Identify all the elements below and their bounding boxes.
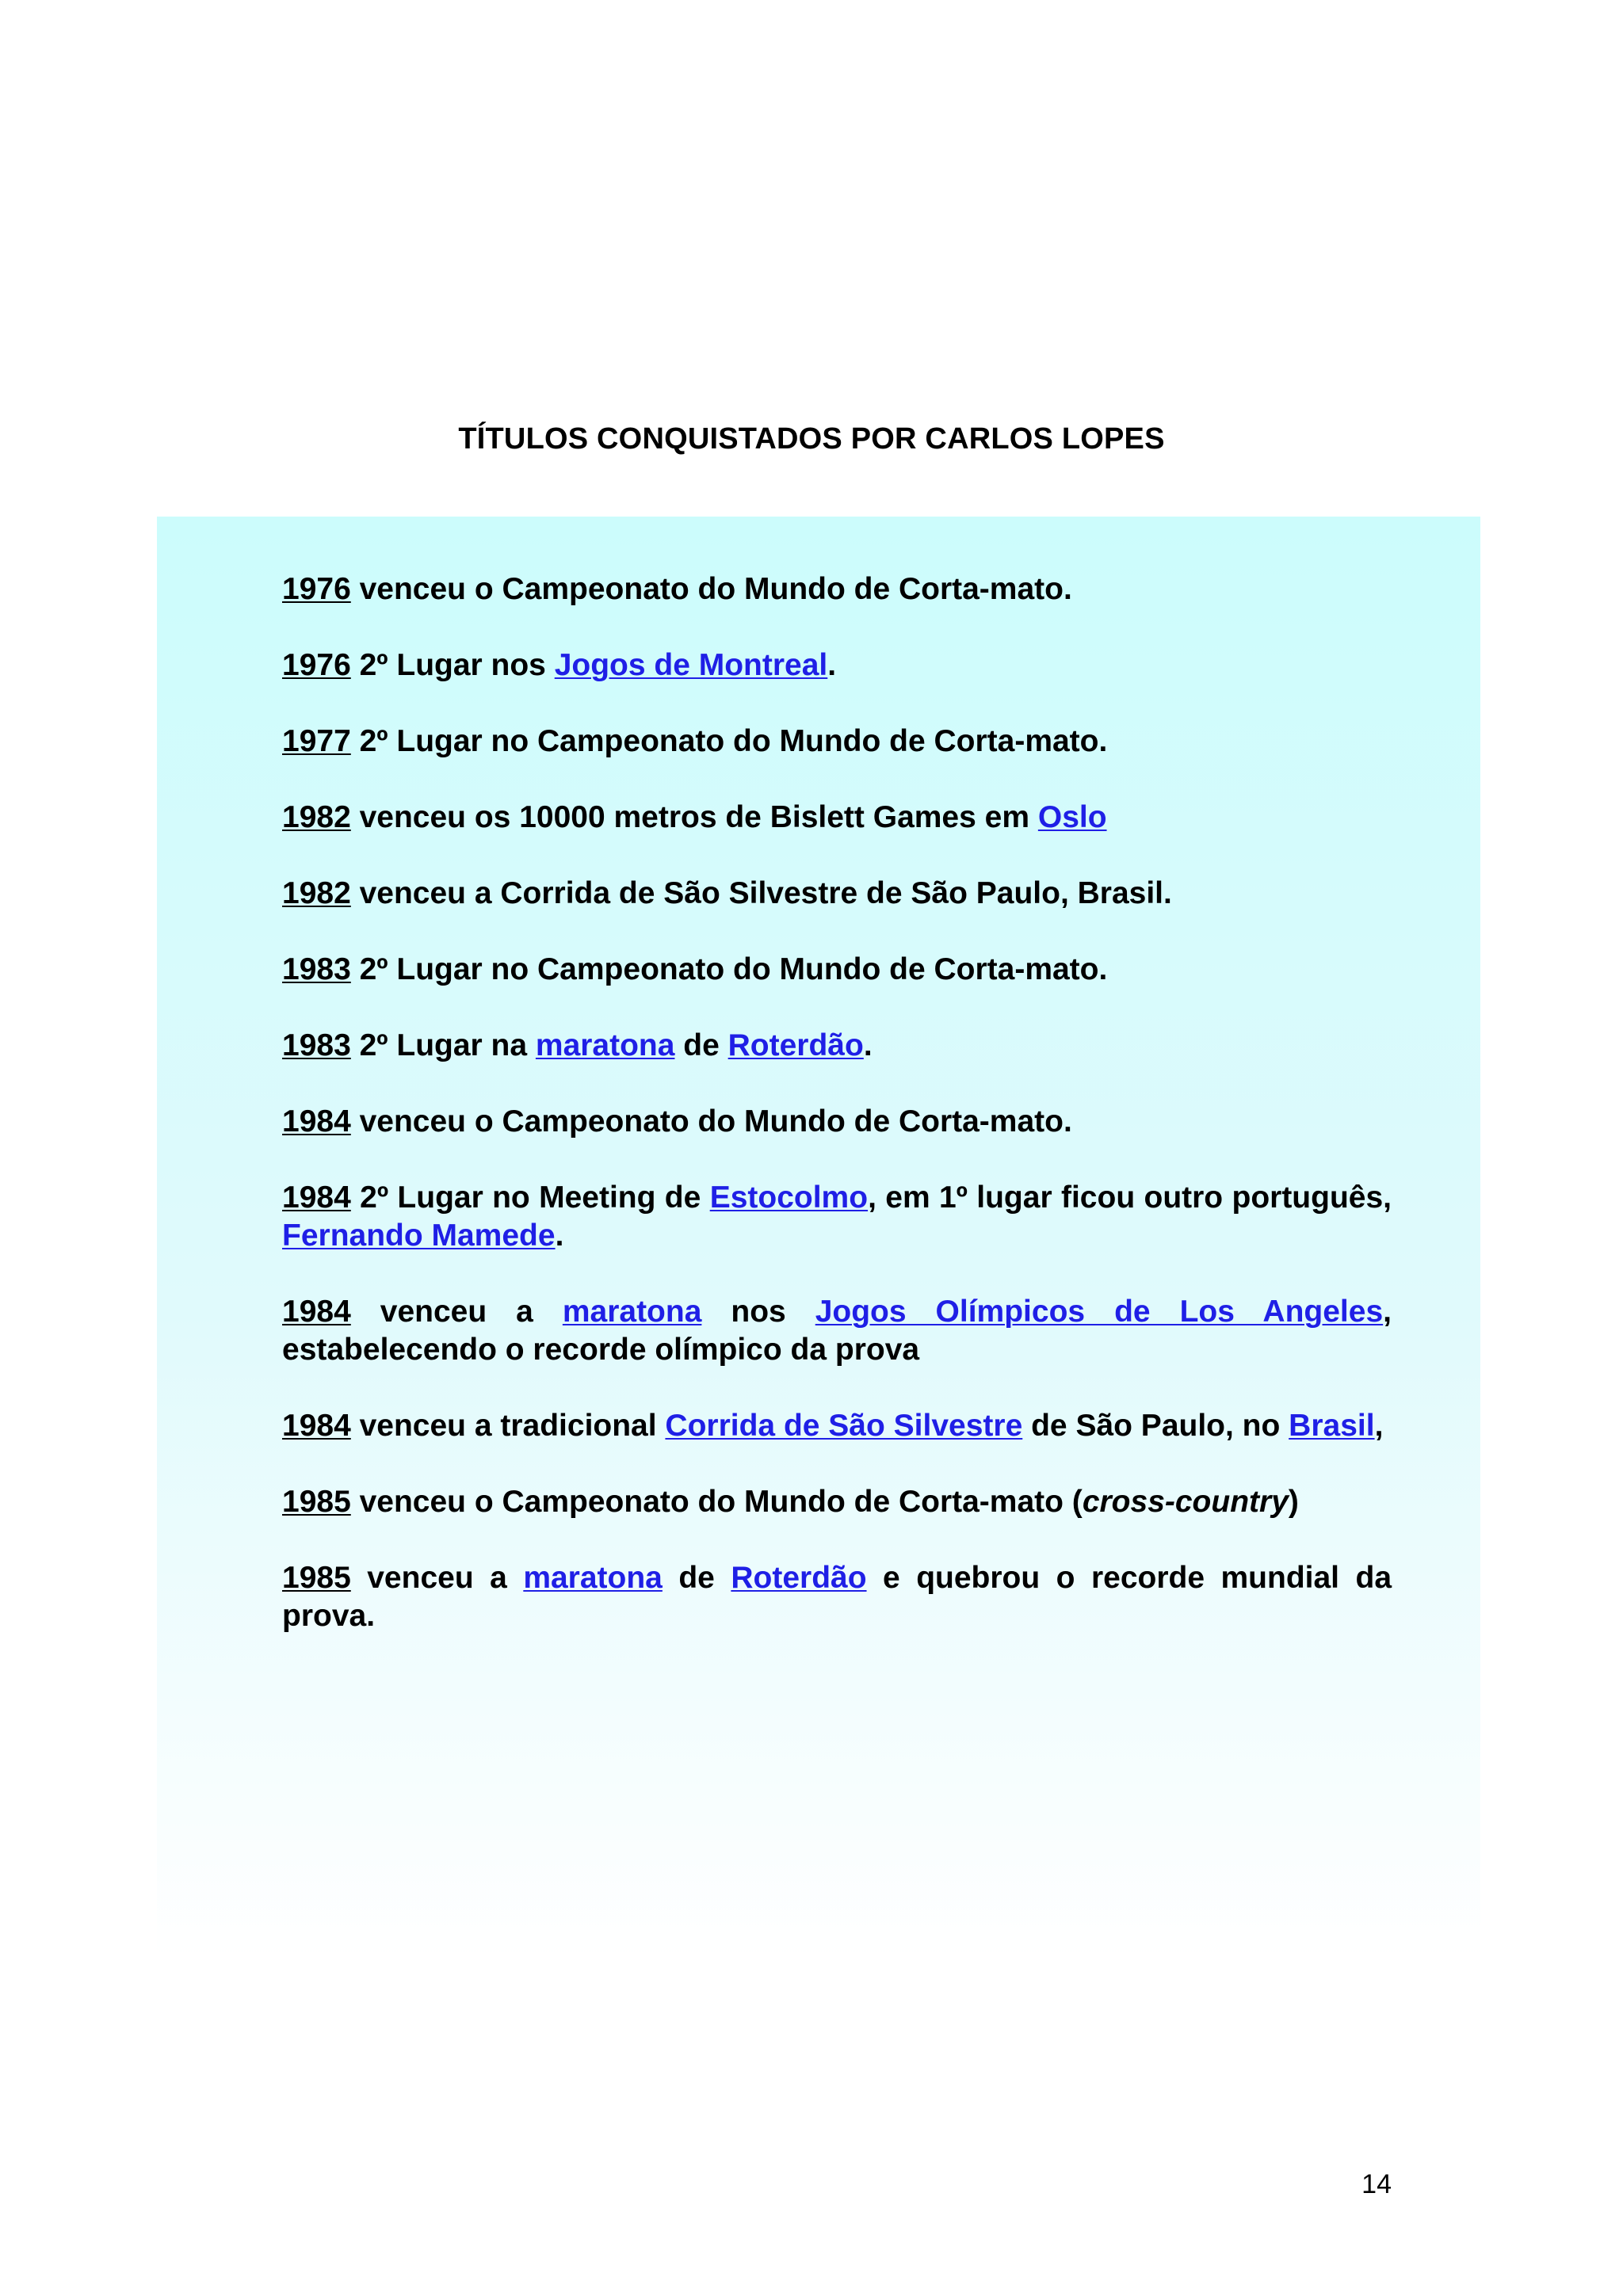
link-roterdao[interactable]: Roterdão xyxy=(727,1028,864,1062)
year-label: 1984 xyxy=(282,1295,351,1329)
link-estocolmo[interactable]: Estocolmo xyxy=(709,1180,869,1215)
entry-text: venceu a Corrida de São Silvestre de São Paulo, Brasil. xyxy=(350,876,1172,910)
entry-text: venceu a xyxy=(350,1295,563,1329)
entry-text: 2º Lugar no Meeting de xyxy=(350,1180,710,1215)
list-item xyxy=(282,723,1392,761)
entry-text: de xyxy=(674,1028,728,1062)
entry-text: , estabelecendo o recorde olímpico da prova xyxy=(282,1295,1392,1367)
entry-text: venceu o Campeonato do Mundo de Corta-mato ( xyxy=(350,1485,1083,1519)
year-label: 1983 xyxy=(282,952,351,986)
entry-text: 2º Lugar na xyxy=(350,1028,536,1062)
link-oslo[interactable]: Oslo xyxy=(1037,800,1107,834)
list-item xyxy=(282,799,1392,837)
list-item xyxy=(282,1407,1392,1445)
link-fernando-mamede[interactable]: Fernando Mamede xyxy=(282,1219,556,1253)
year-label: 1985 xyxy=(282,1561,351,1595)
entry-text: 2º Lugar nos xyxy=(350,648,555,682)
page-number: 14 xyxy=(1361,2169,1392,2199)
link-maratona[interactable]: maratona xyxy=(535,1028,675,1062)
year-label: 1983 xyxy=(282,1028,351,1062)
page-title: TÍTULOS CONQUISTADOS POR CARLOS LOPES xyxy=(458,422,1165,456)
link-brasil[interactable]: Brasil xyxy=(1289,1409,1375,1443)
entry-text: 2º Lugar no Campeonato do Mundo de Corta-mato. xyxy=(350,724,1108,758)
entry-text: venceu a xyxy=(350,1561,524,1595)
list-item xyxy=(282,646,1392,685)
list-item xyxy=(282,1103,1392,1141)
entry-text: nos xyxy=(701,1295,815,1329)
list-item xyxy=(282,875,1392,913)
list-item xyxy=(282,1179,1392,1255)
entry-text-italic: cross-country xyxy=(1082,1485,1289,1519)
list-item xyxy=(282,951,1392,989)
entry-text: de São Paulo, no xyxy=(1022,1409,1289,1443)
year-label: 1976 xyxy=(282,648,351,682)
list-item xyxy=(282,1027,1392,1065)
entry-text: . xyxy=(863,1028,873,1062)
entry-text: ) xyxy=(1288,1485,1299,1519)
year-label: 1977 xyxy=(282,724,351,758)
entry-text: de xyxy=(662,1561,731,1595)
year-label: 1984 xyxy=(282,1409,351,1443)
list-item xyxy=(282,570,1392,608)
list-item xyxy=(282,1483,1392,1521)
entry-text: venceu os 10000 metros de Bislett Games em xyxy=(350,800,1038,834)
link-corrida-sao-silvestre[interactable]: Corrida de São Silvestre xyxy=(665,1409,1023,1443)
year-label: 1982 xyxy=(282,800,351,834)
year-label: 1976 xyxy=(282,572,351,606)
entry-text: , xyxy=(1374,1409,1384,1443)
link-jogos-olimpicos-los-angeles[interactable]: Jogos Olímpicos de Los Angeles xyxy=(815,1295,1384,1329)
year-label: 1984 xyxy=(282,1180,351,1215)
link-roterdao[interactable]: Roterdão xyxy=(731,1561,867,1595)
entry-text: 2º Lugar no Campeonato do Mundo de Corta-mato. xyxy=(350,952,1108,986)
link-maratona[interactable]: maratona xyxy=(562,1295,702,1329)
entry-text: e quebrou o recorde mundial da prova. xyxy=(282,1561,1392,1633)
link-jogos-de-montreal[interactable]: Jogos de Montreal xyxy=(554,648,828,682)
entry-text: . xyxy=(555,1219,564,1253)
entry-text: venceu o Campeonato do Mundo de Corta-mato. xyxy=(350,572,1072,606)
list-item xyxy=(282,1559,1392,1635)
link-maratona[interactable]: maratona xyxy=(523,1561,663,1595)
year-label: 1985 xyxy=(282,1485,351,1519)
entry-text: . xyxy=(827,648,837,682)
list-item xyxy=(282,1293,1392,1369)
entry-text: venceu a tradicional xyxy=(350,1409,666,1443)
year-label: 1982 xyxy=(282,876,351,910)
titles-list xyxy=(282,570,1392,1673)
year-label: 1984 xyxy=(282,1104,351,1138)
entry-text: , em 1º lugar ficou outro português, xyxy=(868,1180,1392,1215)
entry-text: venceu o Campeonato do Mundo de Corta-mato. xyxy=(350,1104,1072,1138)
